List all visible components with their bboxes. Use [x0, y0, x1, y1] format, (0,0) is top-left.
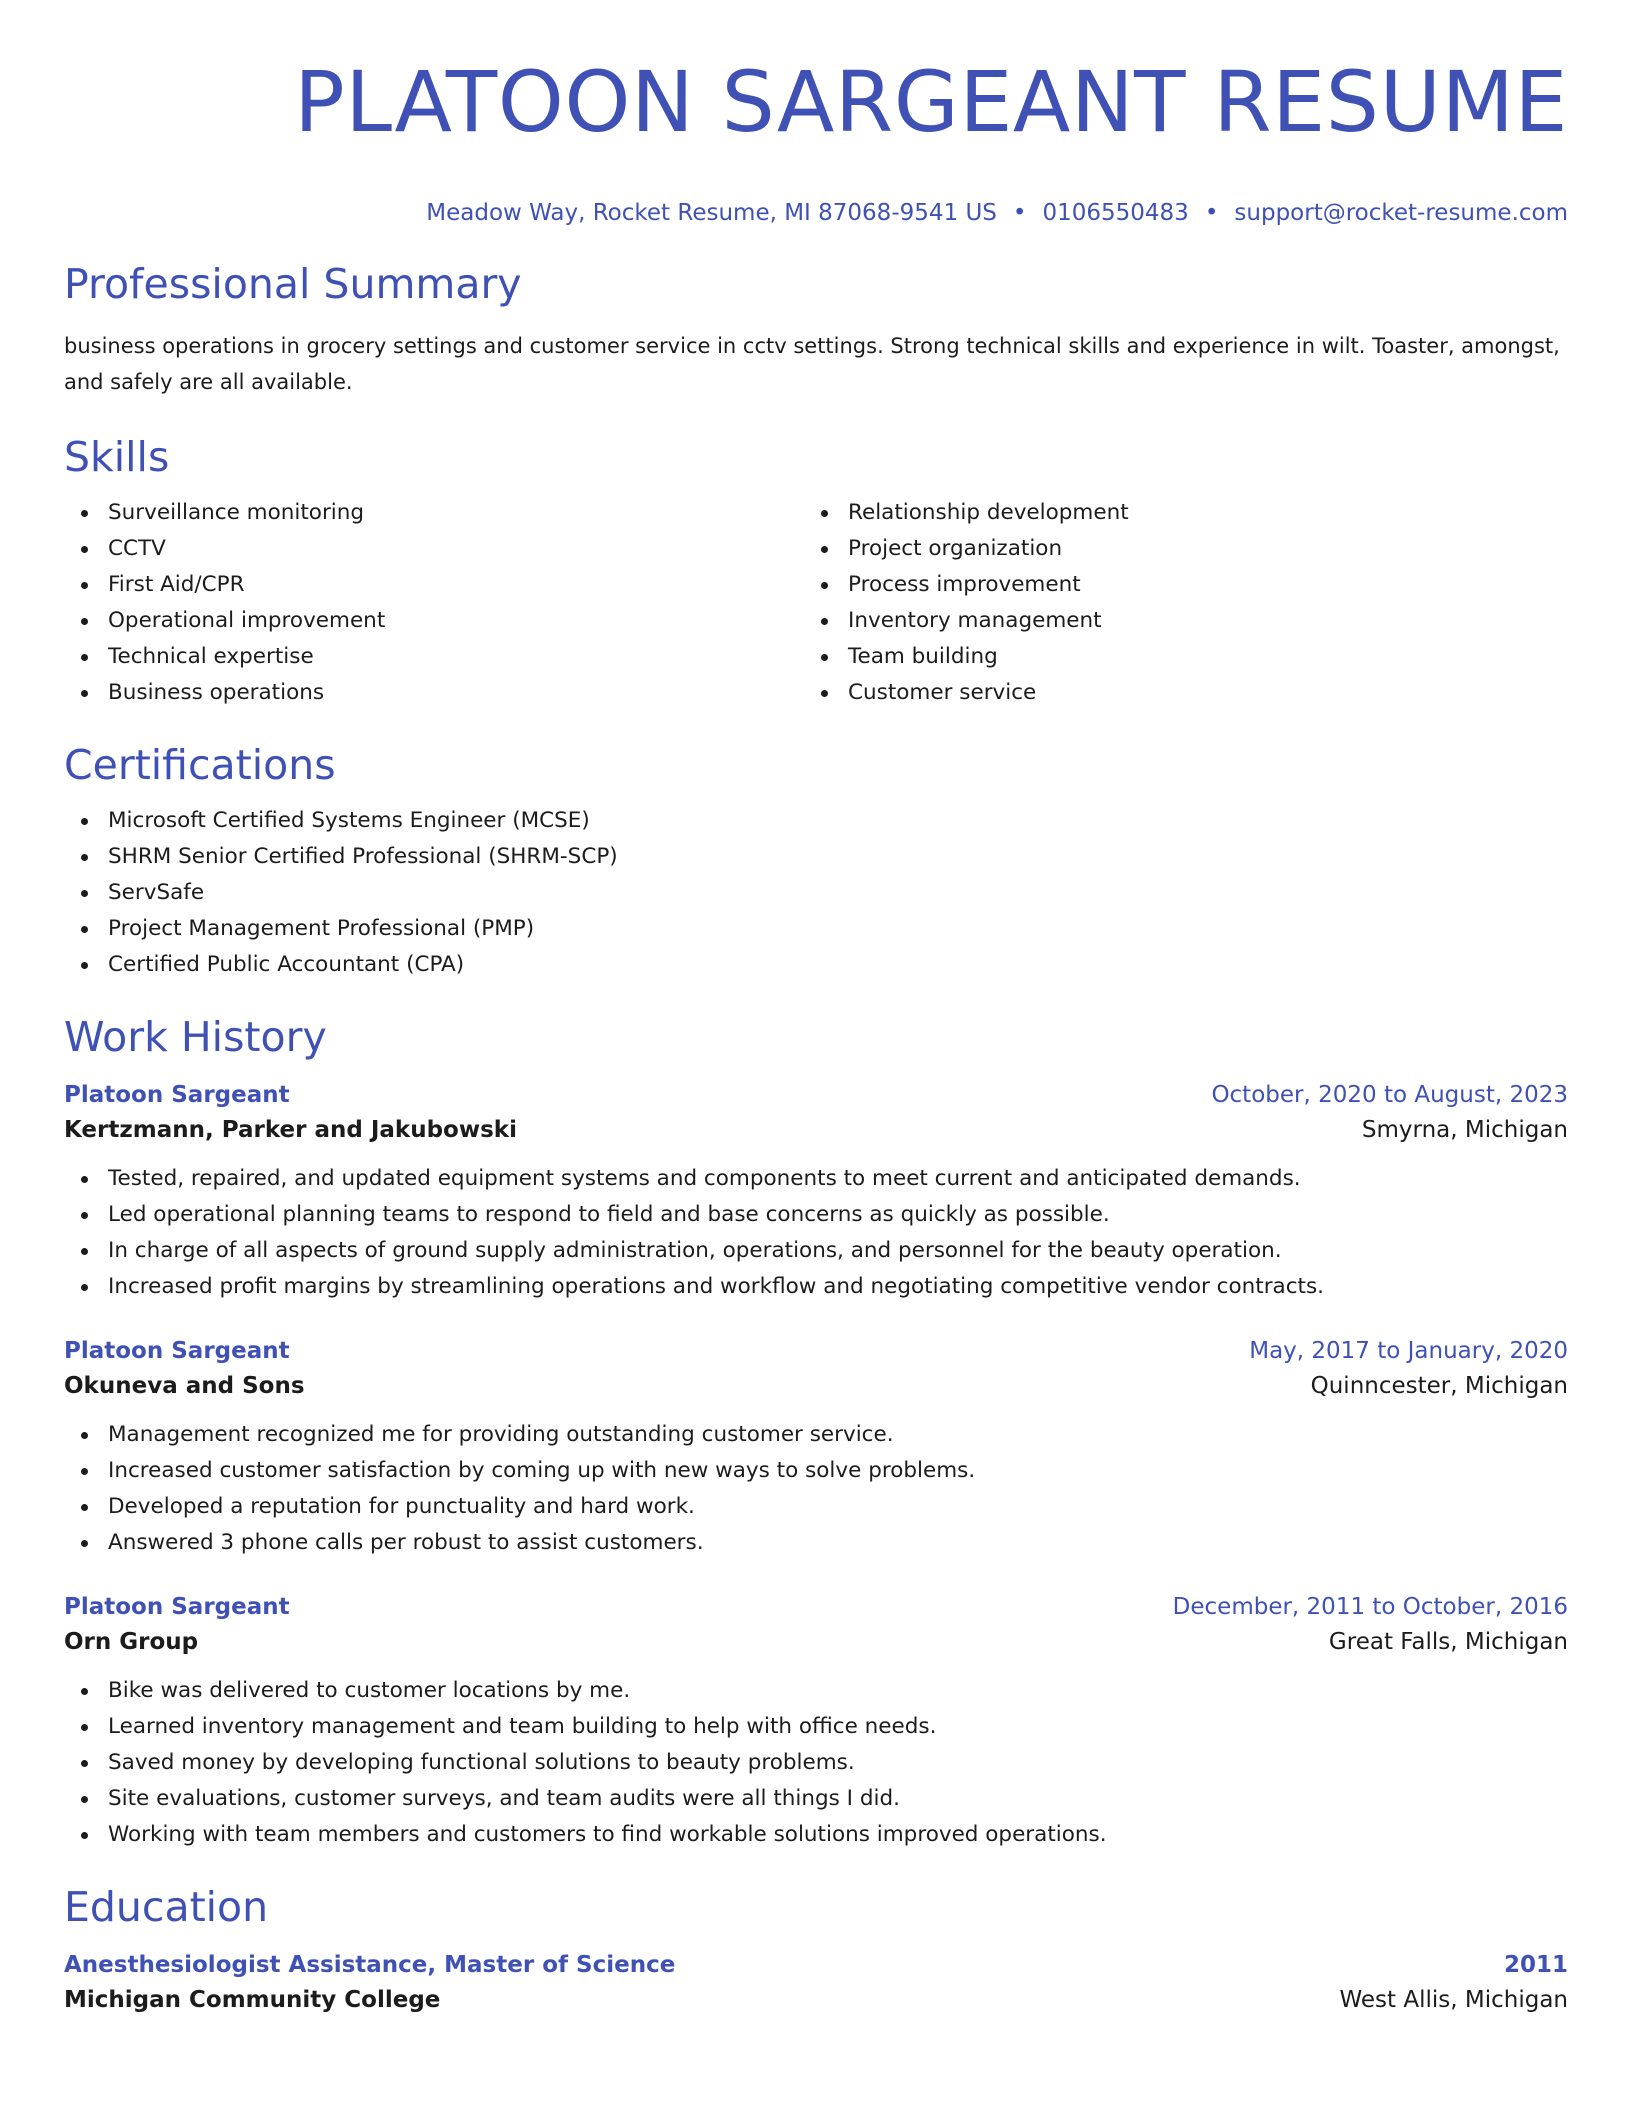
certification-item: SHRM Senior Certified Professional (SHRM-SCP)	[64, 839, 1568, 875]
certifications-list	[64, 803, 1568, 983]
job-location: Smyrna, Michigan	[1361, 1117, 1568, 1143]
skill-item: Team building	[804, 639, 1544, 675]
job-duty: Tested, repaired, and updated equipment systems and components to meet current and anticipated demands.	[64, 1161, 1568, 1197]
skill-item: Business operations	[64, 675, 804, 711]
skills-section	[64, 431, 1568, 711]
job-duty: Answered 3 phone calls per robust to assist customers.	[64, 1525, 1568, 1561]
job-company: Orn Group	[64, 1629, 199, 1655]
job-header	[64, 1079, 1568, 1111]
education-heading: Education	[64, 1883, 269, 1931]
skills-list-left	[64, 495, 804, 711]
job-location: Great Falls, Michigan	[1328, 1629, 1568, 1655]
skills-list-right	[804, 495, 1544, 711]
job-header	[64, 1591, 1568, 1623]
job-location: Quinncester, Michigan	[1310, 1373, 1568, 1399]
job-duties	[64, 1417, 1568, 1561]
job-entry	[64, 1079, 1568, 1305]
job-subheader	[64, 1623, 1568, 1661]
work-history-section	[64, 1011, 1568, 1853]
job-title: Platoon Sargeant	[64, 1082, 290, 1108]
education-year: 2011	[1503, 1952, 1568, 1978]
job-duty: Increased customer satisfaction by coming up with new ways to solve problems.	[64, 1453, 1568, 1489]
job-duty: Working with team members and customers to find workable solutions improved operations.	[64, 1817, 1568, 1853]
job-company: Kertzmann, Parker and Jakubowski	[64, 1117, 517, 1143]
job-subheader	[64, 1111, 1568, 1149]
job-duty: Bike was delivered to customer locations by me.	[64, 1673, 1568, 1709]
job-duty: Learned inventory management and team building to help with office needs.	[64, 1709, 1568, 1745]
certification-item: Project Management Professional (PMP)	[64, 911, 1568, 947]
contact-email: support@rocket-resume.com	[1234, 200, 1568, 226]
summary-text: business operations in grocery settings and customer service in cctv settings. Strong technical skills and experience in wilt. Toaster, amongst, and safely are all available.	[64, 334, 1560, 394]
summary-heading: Professional Summary	[64, 260, 522, 308]
job-duty: In charge of all aspects of ground supply administration, operations, and personnel for the beauty operation.	[64, 1233, 1568, 1269]
job-duties	[64, 1161, 1568, 1305]
job-entry	[64, 1335, 1568, 1561]
job-duty: Saved money by developing functional solutions to beauty problems.	[64, 1745, 1568, 1781]
skills-heading: Skills	[64, 433, 170, 481]
contact-address: Meadow Way, Rocket Resume, MI 87068-9541 US	[426, 200, 997, 226]
job-dates: October, 2020 to August, 2023	[1211, 1082, 1568, 1108]
certification-item: ServSafe	[64, 875, 1568, 911]
education-degree: Anesthesiologist Assistance, Master of Science	[64, 1952, 676, 1978]
education-entry	[64, 1949, 1568, 2019]
education-location: West Allis, Michigan	[1339, 1987, 1568, 2013]
job-duty: Developed a reputation for punctuality and hard work.	[64, 1489, 1568, 1525]
education-subheader	[64, 1981, 1568, 2019]
contact-separator: •	[1012, 200, 1027, 226]
resume-title: PLATOON SARGEANT RESUME	[294, 53, 1568, 151]
certification-item: Certified Public Accountant (CPA)	[64, 947, 1568, 983]
job-entry	[64, 1591, 1568, 1853]
contact-phone: 0106550483	[1042, 200, 1189, 226]
skill-item: Process improvement	[804, 567, 1544, 603]
skill-item: CCTV	[64, 531, 804, 567]
job-dates: December, 2011 to October, 2016	[1172, 1594, 1568, 1620]
job-duties	[64, 1673, 1568, 1853]
skill-item: Project organization	[804, 531, 1544, 567]
job-subheader	[64, 1367, 1568, 1405]
job-dates: May, 2017 to January, 2020	[1249, 1338, 1568, 1364]
education-school: Michigan Community College	[64, 1987, 441, 2013]
skill-item: Customer service	[804, 675, 1544, 711]
work-history-heading: Work History	[64, 1013, 327, 1061]
job-duty: Site evaluations, customer surveys, and team audits were all things I did.	[64, 1781, 1568, 1817]
skill-item: First Aid/CPR	[64, 567, 804, 603]
contact-line	[64, 198, 1568, 228]
certifications-section	[64, 739, 1568, 983]
job-header	[64, 1335, 1568, 1367]
job-title: Platoon Sargeant	[64, 1338, 290, 1364]
skill-item: Relationship development	[804, 495, 1544, 531]
job-duty: Increased profit margins by streamlining operations and workflow and negotiating competitive vendor contracts.	[64, 1269, 1568, 1305]
education-header	[64, 1949, 1568, 1981]
job-company: Okuneva and Sons	[64, 1373, 305, 1399]
skill-item: Technical expertise	[64, 639, 804, 675]
certification-item: Microsoft Certified Systems Engineer (MCSE)	[64, 803, 1568, 839]
education-section	[64, 1881, 1568, 2019]
job-duty: Led operational planning teams to respond to field and base concerns as quickly as possible.	[64, 1197, 1568, 1233]
skill-item: Surveillance monitoring	[64, 495, 804, 531]
contact-separator: •	[1204, 200, 1219, 226]
skill-item: Operational improvement	[64, 603, 804, 639]
certifications-heading: Certifications	[64, 741, 336, 789]
job-duty: Management recognized me for providing outstanding customer service.	[64, 1417, 1568, 1453]
summary-section	[64, 258, 1568, 400]
job-title: Platoon Sargeant	[64, 1594, 290, 1620]
skills-columns	[64, 495, 1568, 711]
skill-item: Inventory management	[804, 603, 1544, 639]
